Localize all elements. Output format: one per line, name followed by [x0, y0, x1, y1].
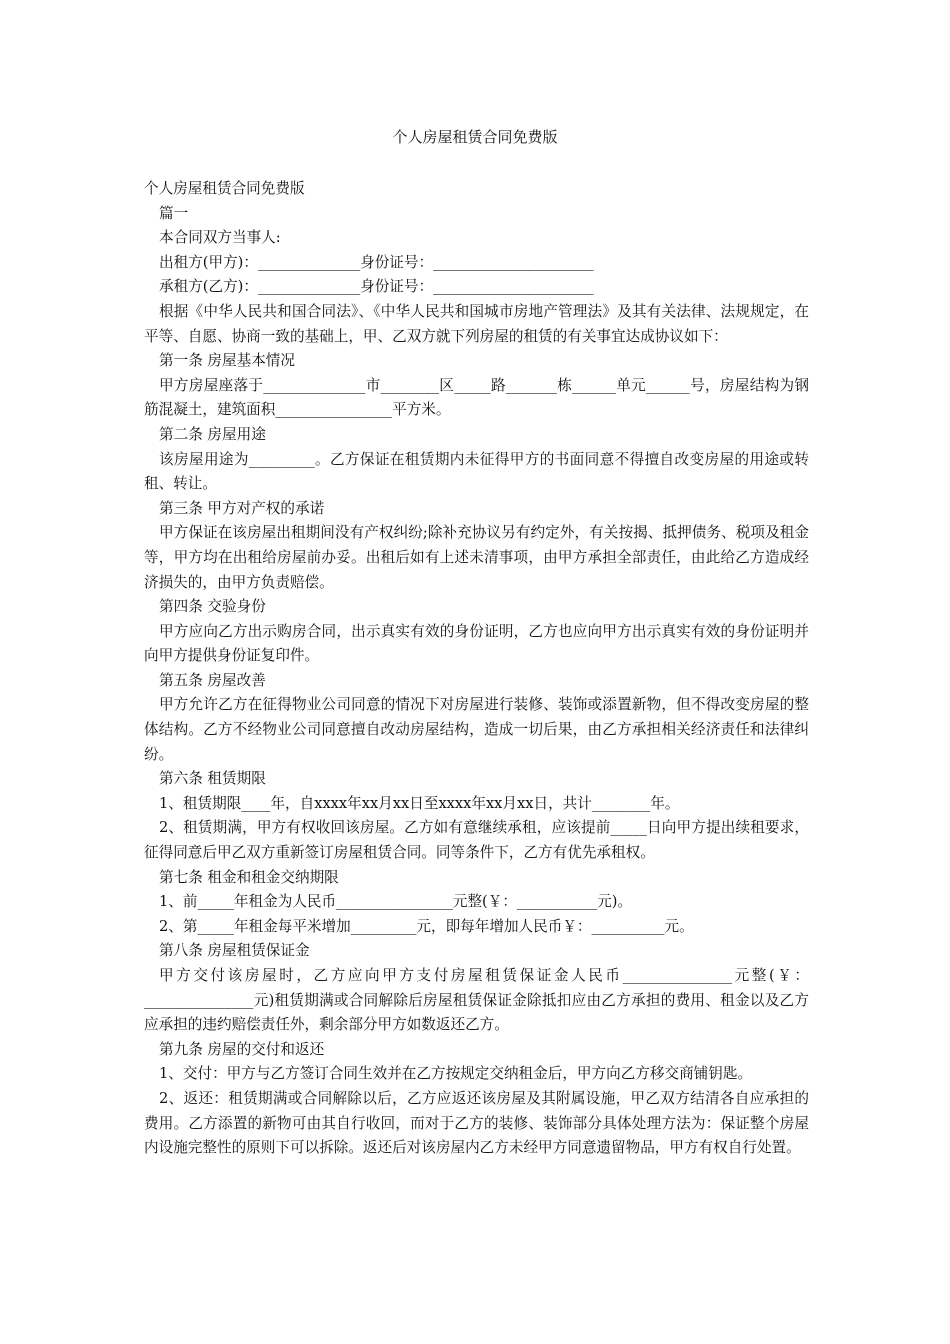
paragraph: 第二条 房屋用途 [159, 425, 266, 443]
paragraph: 该房屋用途为_________。乙方保证在租赁期内未征得甲方的书面同意不得擅自改变房屋的用途或转租、转让。 [144, 450, 809, 493]
paragraph: 甲方允许乙方在征得物业公司同意的情况下对房屋进行装修、装饰或添置新物，但不得改变房屋的整体结构。乙方不经物业公司同意擅自改动房屋结构，造成一切后果，由乙方承担相关经济责任和法律纠纷。 [144, 696, 809, 763]
paragraph: 第一条 房屋基本情况 [159, 352, 295, 370]
paragraph: 第六条 租赁期限 [159, 770, 266, 788]
paragraph: 甲方应向乙方出示购房合同，出示真实有效的身份证明，乙方也应向甲方出示真实有效的身份证明并向甲方提供身份证复印件。 [144, 622, 809, 665]
paragraph: 1、租赁期限____年，自xxxx年xx月xx日至xxxx年xx月xx日，共计________年。 [159, 794, 680, 812]
paragraph: 2、租赁期满，甲方有权收回该房屋。乙方如有意继续承租，应该提前_____日向甲方提出续租要求，征得同意后甲乙双方重新签订房屋租赁合同。同等条件下，乙方有优先承租权。 [144, 819, 809, 862]
paragraph: 出租方(甲方)：______________身份证号：______________________ [159, 253, 594, 271]
paragraph: 本合同双方当事人: [159, 229, 281, 247]
paragraph: 2、第_____年租金每平米增加_________元，即每年增加人民币￥：__________元。 [159, 917, 694, 935]
document-body [144, 177, 809, 1161]
paragraph: 甲方房屋座落于______________市________区_____路_______栋______单元______号，房屋结构为钢筋混凝土，建筑面积________________平方米。 [144, 376, 809, 419]
paragraph: 第五条 房屋改善 [159, 671, 266, 689]
paragraph: 第四条 交验身份 [159, 598, 266, 616]
paragraph: 1、前_____年租金为人民币________________元整(￥：___________元)。 [159, 893, 633, 911]
paragraph: 根据《中华人民共和国合同法》、《中华人民共和国城市房地产管理法》及其有关法律、法规规定，在平等、自愿、协商一致的基础上，甲、乙双方就下列房屋的租赁的有关事宜达成协议如下： [144, 302, 809, 345]
document-title: 个人房屋租赁合同免费版 [392, 128, 558, 146]
paragraph: 第九条 房屋的交付和返还 [159, 1040, 325, 1058]
paragraph: 甲方交付该房屋时，乙方应向甲方支付房屋租赁保证金人民币_______________元整(￥：_______________元)租赁期满或合同解除后房屋租赁保证金除抵扣应由乙方承担的费用、租金以及乙方应承担的违约赔偿责任外，剩余部分甲方如数返还乙方。 [144, 967, 809, 1034]
paragraph: 个人房屋租赁合同免费版 [144, 180, 305, 197]
paragraph: 1、交付：甲方与乙方签订合同生效并在乙方按规定交纳租金后，甲方向乙方移交商铺钥匙。 [159, 1065, 753, 1083]
paragraph: 第三条 甲方对产权的承诺 [159, 499, 325, 517]
paragraph: 第八条 房屋租赁保证金 [159, 942, 310, 960]
paragraph: 承租方(乙方)：______________身份证号：______________________ [159, 278, 594, 296]
paragraph: 第七条 租金和租金交纳期限 [159, 868, 339, 886]
paragraph: 2、返还：租赁期满或合同解除以后，乙方应返还该房屋及其附属设施，甲乙双方结清各自应承担的费用。乙方添置的新物可由其自行收回，而对于乙方的装修、装饰部分具体处理方法为：保证整个房屋内设施完整性的原则下可以拆除。返还后对该房屋内乙方未经甲方同意遗留物品，甲方有权自行处置。 [144, 1089, 809, 1157]
paragraph: 篇一 [159, 204, 189, 222]
paragraph: 甲方保证在该房屋出租期间没有产权纠纷;除补充协议另有约定外，有关按揭、抵押债务、税项及租金等，甲方均在出租给房屋前办妥。出租后如有上述未清事项，由甲方承担全部责任，由此给乙方造成经济损失的，由甲方负责赔偿。 [144, 524, 809, 591]
